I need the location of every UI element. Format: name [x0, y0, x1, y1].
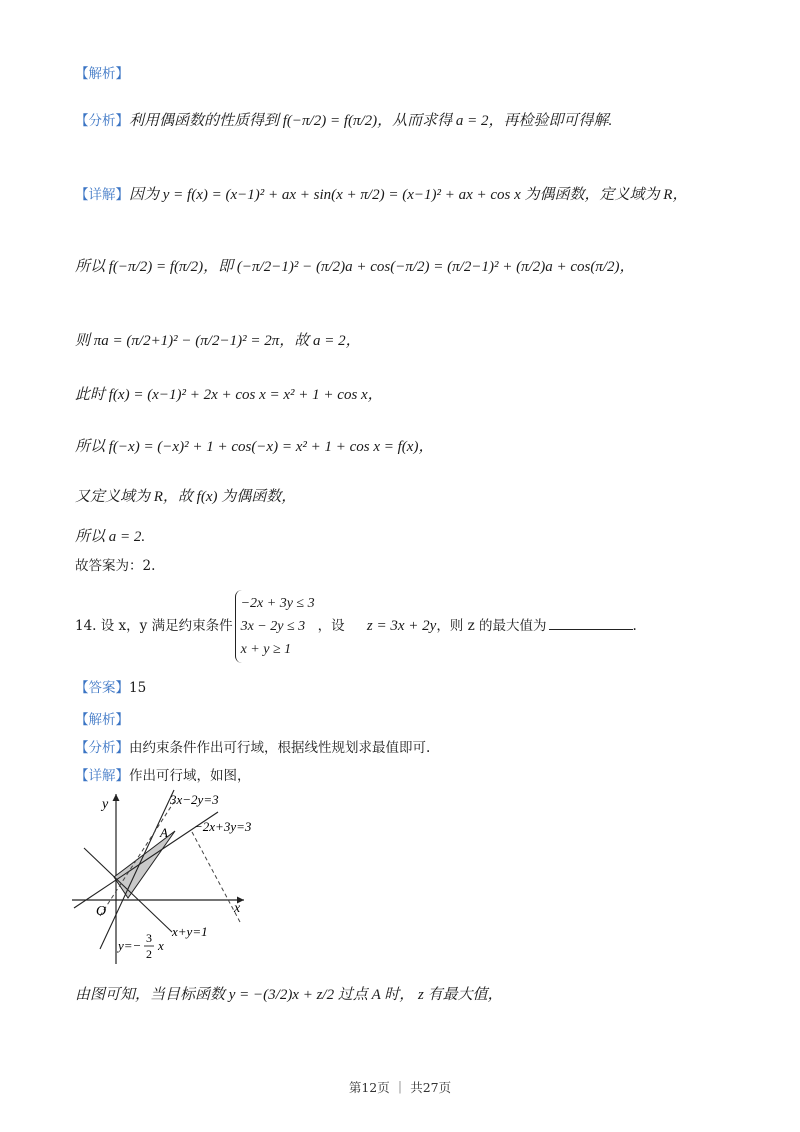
line4-frac-den: 2 — [146, 947, 152, 961]
feasible-region — [114, 831, 175, 898]
xiangjie-text: 因为 y = f(x) = (x−1)² + ax + sin(x + π/2) = (x−1)² + ax + cos x 为偶函数，定义域为 R， — [129, 187, 688, 203]
analysis-paragraph — [75, 112, 612, 130]
constraint-3: x + y ≥ 1 — [240, 642, 292, 657]
xiangjie-tag-2: 【详解】 — [75, 768, 129, 784]
constraint-1: −2x + 3y ≤ 3 — [240, 596, 315, 611]
line-x-y-1 — [84, 848, 172, 932]
line1-label: 3x−2y=3 — [170, 792, 219, 807]
constraint-2: 3x − 2y ≤ 3 — [240, 619, 306, 634]
question-14 — [75, 590, 637, 663]
derivation-line-2: 则 πa = (π/2+1)² − (π/2−1)² = 2π，故 a = 2， — [75, 333, 361, 349]
question-prefix: 14. 设 x，y 满足约束条件 — [75, 618, 233, 634]
line3-label: x+y=1 — [172, 924, 208, 939]
derivation-line-4: 所以 f(−x) = (−x)² + 1 + cos(−x) = x² + 1 + cos x = f(x)， — [75, 439, 434, 455]
page-footer: 第12页 ｜ 共27页 — [348, 1080, 452, 1095]
derivation-line-3: 此时 f(x) = (x−1)² + 2x + cos x = x² + 1 + cos x， — [75, 387, 383, 403]
objective-function: z = 3x + 2y — [366, 618, 437, 634]
question-end: . — [632, 618, 637, 634]
constraint-system — [235, 590, 315, 663]
analysis-paragraph-2 — [75, 740, 430, 756]
analysis-tag: 【解析】 — [75, 66, 129, 82]
xiangjie-text-2: 作出可行域，如图， — [129, 768, 251, 784]
x-axis-label: x — [234, 901, 241, 916]
question-suffix: ，则 z 的最大值为 — [436, 618, 547, 634]
origin-label: O — [96, 904, 107, 919]
fenxi-tag-2: 【分析】 — [75, 740, 129, 756]
line4-label-right: x — [158, 938, 164, 953]
line4-frac-num: 3 — [146, 931, 152, 945]
fenxi-tag: 【分析】 — [75, 113, 129, 129]
detail-paragraph — [75, 186, 687, 204]
fenxi-text: 利用偶函数的性质得到 f(−π/2) = f(π/2)，从而求得 a = 2，再检验即可得解. — [129, 113, 613, 129]
answer-blank — [549, 615, 633, 630]
line4-label-left: y=− — [118, 938, 142, 953]
answer-14 — [75, 680, 146, 696]
question-mid: ，设 — [317, 618, 345, 634]
answer-value: 15 — [129, 680, 147, 696]
y-axis-arrow-icon — [113, 794, 120, 801]
answer-line: 故答案为：2. — [75, 558, 156, 574]
feasible-region-figure — [72, 784, 262, 964]
y-axis-label: y — [102, 797, 109, 812]
line2-label: −2x+3y=3 — [194, 819, 252, 834]
detail-paragraph-2 — [75, 768, 251, 784]
derivation-line-5: 又定义域为 R，故 f(x) 为偶函数， — [75, 489, 297, 505]
objective-line-dashed-2 — [192, 832, 240, 922]
conclusion-line: 由图可知，当目标函数 y = −(3/2)x + z/2 过点 A 时， z 有最大值， — [75, 987, 503, 1003]
derivation-line-1: 所以 f(−π/2) = f(π/2)，即 (−π/2−1)² − (π/2)a + cos(−π/2) = (π/2−1)² + (π/2)a + cos(π/2)， — [75, 259, 635, 275]
line-3x-2y-3 — [100, 790, 174, 949]
answer-tag: 【答案】 — [75, 680, 129, 696]
fenxi-text-2: 由约束条件作出可行域，根据线性规划求最值即可. — [129, 740, 431, 756]
point-a-label: A — [160, 825, 168, 840]
derivation-line-6: 所以 a = 2. — [75, 529, 146, 545]
analysis-tag-2: 【解析】 — [75, 712, 129, 728]
xiangjie-tag: 【详解】 — [75, 187, 129, 203]
